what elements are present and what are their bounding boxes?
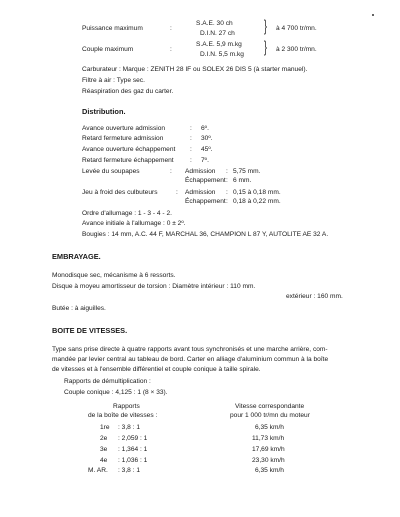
boite-para-line1: Type sans prise directe à quatre rapports avant tous synchronisés et une marche arrière, com- bbox=[52, 346, 328, 353]
embrayage-line2: Disque à moyeu amortisseur de torsion : Diamètre intérieur : 110 mm. bbox=[52, 283, 256, 290]
colon: : bbox=[226, 198, 228, 205]
boite-heading: BOITE DE VITESSES. bbox=[52, 326, 128, 335]
gear-speed: 23,30 km/h bbox=[252, 457, 285, 464]
rfa-value: 30º. bbox=[201, 135, 213, 142]
demultiplication-label: Rapports de démultiplication : bbox=[64, 378, 151, 385]
levee-adm-value: 5,75 mm. bbox=[233, 168, 261, 175]
colon: : bbox=[226, 168, 228, 175]
boite-para-line2: mandée par levier central au tableau de bord. Carter en alliage d'aluminium commun à la boîte bbox=[52, 356, 329, 363]
brace-icon: } bbox=[264, 18, 267, 35]
rfe-label: Retard fermeture échappement bbox=[82, 157, 174, 164]
puissance-rpm: à 4 700 tr/mn. bbox=[276, 25, 317, 32]
rfa-label: Retard fermeture admission bbox=[82, 135, 164, 142]
bougies-line: Bougies : 14 mm, A.C. 44 F, MARCHAL 36, CHAMPION L 87 Y, AUTOLITE AE 32 A. bbox=[82, 231, 329, 238]
col-vitesse-line2: pour 1 000 tr/mn du moteur bbox=[230, 412, 310, 419]
colon: : bbox=[226, 177, 228, 184]
couple-din: D.I.N. 5,5 m.kg bbox=[200, 51, 244, 58]
page-mark bbox=[372, 14, 374, 16]
colon: : bbox=[170, 25, 172, 32]
col-vitesse-line1: Vitesse correspondante bbox=[235, 403, 305, 410]
jeu-adm-value: 0,15 à 0,18 mm. bbox=[233, 189, 281, 196]
embrayage-line4: Butée : à aiguilles. bbox=[52, 305, 106, 312]
gear-label: M. AR. bbox=[88, 467, 108, 474]
jeu-label: Jeu à froid des culbuteurs bbox=[82, 189, 158, 196]
colon: : bbox=[170, 168, 172, 175]
gear-ratio: : 2,059 : 1 bbox=[118, 435, 148, 442]
rfe-value: 7º. bbox=[201, 157, 209, 164]
boite-para-line3: de vitesses et à l'ensemble différentiel et couple conique à taille spirale. bbox=[52, 366, 261, 373]
puissance-sae: S.A.E. 30 ch bbox=[196, 20, 233, 27]
gear-label: 2e bbox=[100, 435, 108, 442]
couple-conique: Couple conique : 4,125 : 1 (8 × 33). bbox=[64, 389, 168, 396]
gear-speed: 17,69 km/h bbox=[252, 446, 285, 453]
gear-speed: 6,35 km/h bbox=[255, 467, 284, 474]
filtre-line: Filtre à air : Type sec. bbox=[82, 77, 145, 84]
embrayage-heading: EMBRAYAGE. bbox=[52, 252, 101, 261]
embrayage-line1: Monodisque sec, mécanisme à 6 ressorts. bbox=[52, 272, 176, 279]
gear-label: 4e bbox=[100, 457, 108, 464]
puissance-label: Puissance maximum bbox=[82, 25, 143, 32]
levee-label: Levée du soupapes bbox=[82, 168, 140, 175]
gear-ratio: : 3,8 : 1 bbox=[118, 424, 140, 431]
gear-label: 1re bbox=[100, 424, 110, 431]
ordre-allumage: Ordre d'allumage : 1 - 3 - 4 - 2. bbox=[82, 210, 172, 217]
gear-ratio: : 1,036 : 1 bbox=[118, 457, 148, 464]
brace-icon: } bbox=[264, 39, 267, 56]
embrayage-line3: extérieur : 160 mm. bbox=[286, 293, 343, 300]
jeu-ech: Échappement bbox=[185, 198, 226, 205]
aoa-value: 6º. bbox=[201, 125, 209, 132]
col-rapports-line1: Rapports bbox=[113, 403, 140, 410]
levee-ech-value: 6 mm. bbox=[233, 177, 252, 184]
colon: : bbox=[176, 189, 178, 196]
puissance-din: D.I.N. 27 ch bbox=[200, 30, 235, 37]
jeu-adm: Admission bbox=[185, 189, 216, 196]
gear-label: 3e bbox=[100, 446, 108, 453]
reaspiration-line: Réaspiration des gaz du carter. bbox=[82, 88, 174, 95]
levee-ech: Échappement bbox=[185, 177, 226, 184]
levee-adm: Admission bbox=[185, 168, 216, 175]
colon: : bbox=[190, 157, 192, 164]
colon: : bbox=[190, 135, 192, 142]
avance-initiale: Avance initiale à l'allumage : 0 ± 2º. bbox=[82, 220, 186, 227]
col-rapports-line2: de la boîte de vitesses : bbox=[88, 412, 158, 419]
colon: : bbox=[170, 46, 172, 53]
gear-speed: 6,35 km/h bbox=[255, 424, 284, 431]
distribution-heading: Distribution. bbox=[82, 107, 126, 116]
carburateur-line: Carburateur : Marque : ZENITH 28 IF ou SOLEX 26 DIS 5 (à starter manuel). bbox=[82, 66, 308, 73]
gear-ratio: : 1,364 : 1 bbox=[118, 446, 148, 453]
couple-sae: S.A.E. 5,9 m.kg bbox=[196, 41, 242, 48]
colon: : bbox=[226, 189, 228, 196]
gear-ratio: : 3,8 : 1 bbox=[118, 467, 140, 474]
couple-rpm: à 2 300 tr/mn. bbox=[276, 46, 317, 53]
aoe-label: Avance ouverture échappement bbox=[82, 146, 176, 153]
couple-label: Couple maximum bbox=[82, 46, 134, 53]
gear-speed: 11,73 km/h bbox=[252, 435, 285, 442]
aoa-label: Avance ouverture admission bbox=[82, 125, 166, 132]
colon: : bbox=[190, 125, 192, 132]
colon: : bbox=[190, 146, 192, 153]
jeu-ech-value: 0,18 à 0,22 mm. bbox=[233, 198, 281, 205]
aoe-value: 45º. bbox=[201, 146, 213, 153]
